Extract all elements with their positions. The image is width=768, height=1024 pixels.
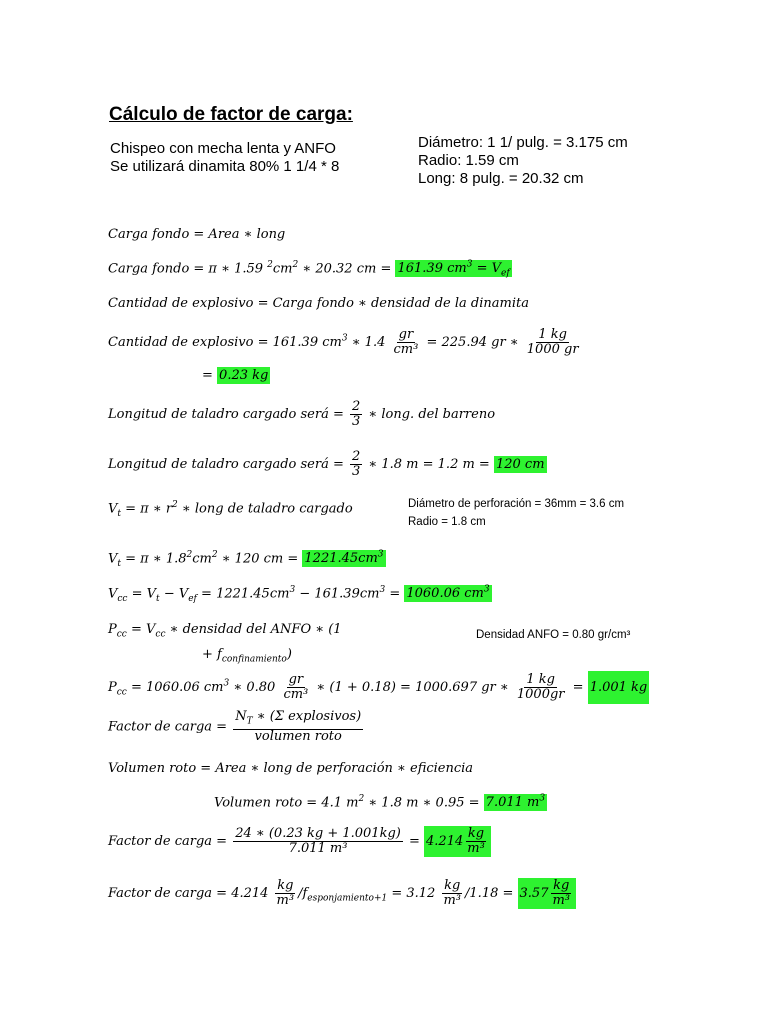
length-line: Long: 8 pulg. = 20.32 cm <box>418 170 584 187</box>
numerator: kg <box>277 878 294 893</box>
sub: cc <box>155 629 166 640</box>
exp: 2 <box>267 260 273 270</box>
eq-pcc-calc <box>108 673 649 702</box>
eq-text: ∗ densidad del ANFO ∗ (1 <box>169 622 342 637</box>
eq-carga-fondo-calc <box>108 260 512 279</box>
exp: 2 <box>172 500 178 510</box>
result-highlight: 0.23 kg <box>219 368 269 383</box>
fraction <box>525 328 581 357</box>
denominator: cm³ <box>283 687 309 702</box>
eq-cantidad-calc <box>108 328 583 357</box>
eq-vt-def <box>108 500 353 519</box>
note-line: Radio = 1.8 cm <box>408 516 486 528</box>
perforation-note <box>408 495 624 531</box>
eq-text: − 161.39cm <box>299 586 380 602</box>
result-highlight <box>424 826 491 857</box>
eq-text: = <box>408 834 420 849</box>
eq-longitud-def <box>108 400 495 429</box>
numerator: 2 <box>351 399 361 414</box>
eq-text: 1221.45cm <box>304 551 378 567</box>
sub: ef <box>501 268 510 279</box>
intro-line-1: Chispeo con mecha lenta y ANFO <box>110 140 336 157</box>
denominator: 7.011 m³ <box>288 841 348 856</box>
eq-volumen-def: Volumen roto = Area ∗ long de perforación ∗ eficiencia <box>108 761 474 776</box>
eq-text: Carga fondo = π ∗ 1.59 <box>108 261 264 277</box>
denominator: volumen roto <box>254 728 342 744</box>
denominator: m³ <box>467 841 485 856</box>
exp: 3 <box>379 585 386 595</box>
eq-text: cm <box>192 551 212 567</box>
fraction <box>233 827 403 856</box>
exp: 3 <box>539 794 546 804</box>
radius-line: Radio: 1.59 cm <box>418 152 519 169</box>
eq-text: 1060.06 cm <box>406 586 484 602</box>
sub: ef <box>188 593 197 604</box>
denominator: m³ <box>552 893 571 908</box>
eq-cantidad-result <box>202 368 270 383</box>
eq-text: − V <box>163 586 189 602</box>
eq-text: V <box>108 501 118 517</box>
numerator: 1 kg <box>526 672 555 687</box>
eq-text: = V <box>130 622 156 637</box>
eq-text: Factor de carga = 4.214 <box>108 886 269 901</box>
eq-text: ∗ long de taladro cargado <box>181 501 353 517</box>
sub: cc <box>117 593 128 604</box>
exp: 3 <box>483 585 490 595</box>
denominator: 1000 gr <box>526 342 579 357</box>
numerator: kg <box>467 826 485 841</box>
eq-text: Factor de carga = <box>108 834 228 849</box>
exp: 3 <box>289 585 296 595</box>
fraction <box>550 879 572 908</box>
result-highlight <box>395 260 511 277</box>
sub: esponjamiento+1 <box>307 893 388 904</box>
eq-text: ∗ (1 + 0.18) = 1000.697 gr ∗ <box>316 680 509 695</box>
result-highlight <box>404 585 491 602</box>
eq-text: = V <box>131 586 157 602</box>
page-title: Cálculo de factor de carga: <box>109 104 353 125</box>
eq-text: ∗ long. del barreno <box>368 407 496 422</box>
eq-line <box>108 645 342 670</box>
numerator: 1 kg <box>538 327 567 342</box>
numerator: kg <box>553 878 570 893</box>
eq-line <box>108 620 342 645</box>
eq-factor-def <box>108 710 365 744</box>
result-highlight <box>302 550 385 567</box>
eq-text: ∗ 1.4 <box>351 335 386 350</box>
intro-line-2: Se utilizará dinamita 80% 1 1/4 * 8 <box>110 158 340 175</box>
eq-cantidad-def: Cantidad de explosivo = Carga fondo ∗ densidad de la dinamita <box>108 296 529 311</box>
fraction <box>515 673 567 702</box>
eq-text: 4.214 <box>426 834 464 849</box>
eq-factor-calc <box>108 826 491 857</box>
anfo-density-note: Densidad ANFO = 0.80 gr/cm³ <box>476 629 631 641</box>
eq-text: cm <box>272 261 293 277</box>
eq-text: /f <box>298 886 308 901</box>
fraction <box>233 710 363 744</box>
eq-text: = 225.94 gr ∗ <box>426 335 519 350</box>
eq-text: 161.39 cm <box>397 261 467 277</box>
eq-volumen-calc <box>214 794 547 810</box>
numerator: gr <box>288 672 304 687</box>
exp: 3 <box>223 678 230 689</box>
eq-text: = V <box>476 261 502 277</box>
eq-text: ∗ 20.32 cm = <box>302 261 392 277</box>
numerator: 2 <box>351 449 361 464</box>
denominator: 3 <box>351 414 361 429</box>
exp: 2 <box>358 794 365 804</box>
exp: 2 <box>211 550 218 560</box>
eq-text: ∗ 1.8 m ∗ 0.95 = <box>368 795 480 811</box>
eq-carga-fondo-def: Carga fondo = Area ∗ long <box>108 227 286 242</box>
eq-text: V <box>108 551 118 567</box>
diameter-line: Diámetro: 1 1/ pulg. = 3.175 cm <box>418 134 628 151</box>
eq-text: = <box>572 680 584 695</box>
eq-longitud-calc <box>108 450 547 479</box>
eq-text: ∗ 1.8 m = 1.2 m = <box>368 457 490 472</box>
eq-pcc-def <box>108 620 342 669</box>
result-highlight: 120 cm <box>495 457 545 472</box>
eq-factor-final <box>108 878 576 909</box>
fraction <box>350 450 362 479</box>
note-line: Diámetro de perforación = 36mm = 3.6 cm <box>408 498 625 510</box>
sub: t <box>117 558 122 569</box>
dimension-notes <box>418 134 628 188</box>
eq-text: ∗ 120 cm = <box>221 551 299 567</box>
result-highlight <box>518 878 577 909</box>
eq-text: Volumen roto = 4.1 m <box>214 795 359 811</box>
eq-text: + f <box>202 646 222 662</box>
eq-text: 7.011 m <box>485 795 540 811</box>
fraction <box>281 673 310 702</box>
exp: 3 <box>466 260 473 270</box>
intro-text <box>110 140 339 176</box>
denominator: cm³ <box>393 342 419 357</box>
denominator: m³ <box>276 893 295 908</box>
eq-text: = π ∗ r <box>125 501 173 517</box>
sub: t <box>156 593 160 604</box>
exp: 2 <box>186 550 193 560</box>
exp: 2 <box>292 260 299 270</box>
exp: 3 <box>341 333 348 344</box>
sub: t <box>117 508 122 519</box>
fraction <box>350 400 362 429</box>
denominator: m³ <box>443 893 462 908</box>
fraction <box>275 879 297 908</box>
fraction <box>392 328 421 357</box>
numerator: 24 ∗ (0.23 kg + 1.001kg) <box>235 826 401 841</box>
eq-text: Factor de carga = <box>108 719 228 735</box>
eq-text: = <box>385 586 401 602</box>
eq-text: V <box>108 586 118 602</box>
eq-text: 3.57 <box>519 886 549 901</box>
eq-text: /1.18 = <box>465 886 514 901</box>
eq-text: Cantidad de explosivo = 161.39 cm <box>108 335 342 350</box>
denominator: 1000gr <box>516 687 565 702</box>
eq-text: P <box>108 680 117 695</box>
eq-text: ∗ (Σ explosivos) <box>256 709 362 724</box>
eq-text: N <box>235 709 247 724</box>
eq-vcc-calc <box>108 585 492 604</box>
fraction <box>465 827 487 856</box>
eq-text: ) <box>286 646 292 662</box>
fraction <box>441 879 463 908</box>
eq-text: = 3.12 <box>391 886 436 901</box>
eq-text: = <box>202 368 213 383</box>
numerator: gr <box>398 327 414 342</box>
numerator: kg <box>444 878 461 893</box>
sub: confinamiento <box>221 654 287 665</box>
result-highlight <box>484 794 547 811</box>
eq-text: ∗ 0.80 <box>233 680 276 695</box>
eq-text: Longitud de taladro cargado será = <box>108 457 344 472</box>
eq-text: Longitud de taladro cargado será = <box>108 407 344 422</box>
eq-text: = π ∗ 1.8 <box>125 551 187 567</box>
result-highlight: 1.001 kg <box>588 671 650 704</box>
denominator: 3 <box>351 464 361 479</box>
sub: T <box>246 716 253 727</box>
eq-vt-calc <box>108 550 386 569</box>
eq-text: P <box>108 622 117 637</box>
sub: cc <box>116 629 127 640</box>
eq-text: = 1060.06 cm <box>130 680 224 695</box>
numerator <box>233 710 363 730</box>
exp: 3 <box>377 550 384 560</box>
eq-text: = 1221.45cm <box>201 586 290 602</box>
sub: cc <box>116 687 127 698</box>
